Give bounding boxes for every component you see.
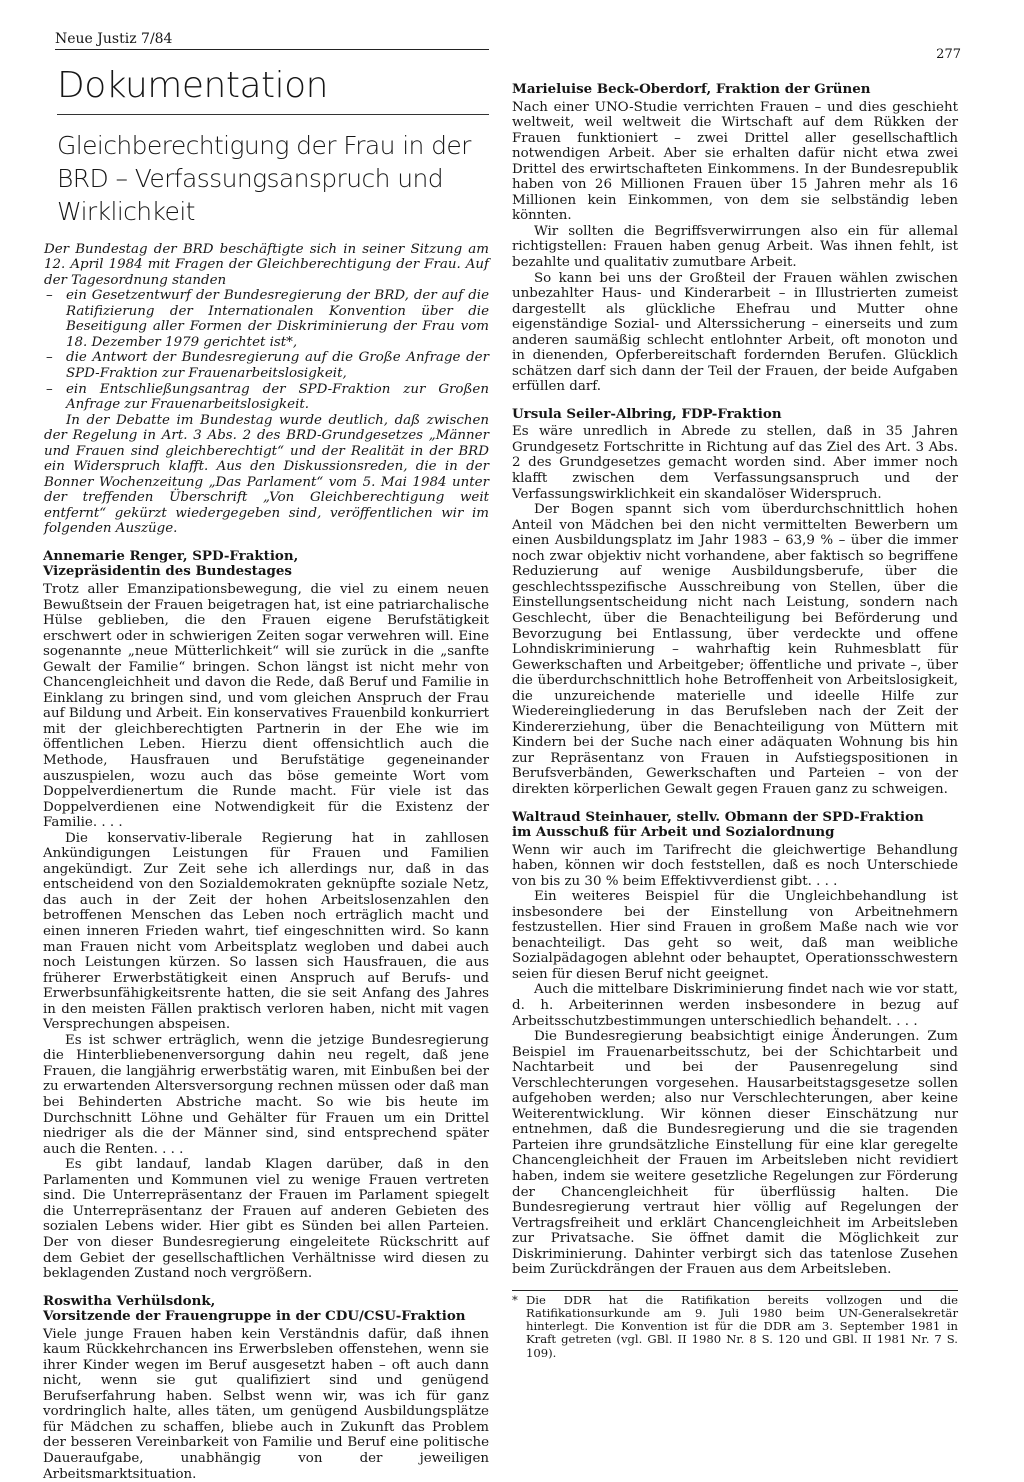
paragraph: Ein weiteres Beispiel für die Ungleichbehandlung ist insbesondere bei der Einstellung von Arbeitnehmern festzustellen. Hier sind Frauen in großem Maße nach wie vor benachteiligt. Das geht so weit, daß man weibliche Sozialpädagogen ablehnt oder behauptet, Operationsschwestern seien für diesen Beruf nicht geeignet. [512, 889, 958, 982]
footnote-text: Die DDR hat die Ratifikation bereits vollzogen und die Ratifikationsurkunde am 9. Juli 1980 beim UN-Generalsekretär hinterlegt. Die Konvention ist für die DDR am 3. September 1981 in Kraft getreten (vgl. GBl. II 1980 Nr. 8 S. 120 und GBl. II 1981 Nr. 7 S. 109). [526, 1292, 958, 1360]
paragraph: Wir sollten die Begriffsverwirrungen also ein für allemal richtigstellen: Frauen haben genug Arbeit. Was ihnen fehlt, ist bezahlte und qualitativ zumutbare Arbeit. [512, 223, 958, 270]
speaker-name: Ursula Seiler-Albring, FDP-Fraktion [512, 405, 782, 422]
speaker-name: Waltraud Steinhauer, stellv. Obmann der SPD-Fraktion [512, 808, 924, 825]
speaker-name: Marieluise Beck-Oberdorf, Fraktion der Grünen [512, 81, 871, 97]
speaker-heading [512, 407, 958, 423]
speaker-name: Roswitha Verhülsdonk, [43, 1292, 216, 1309]
paragraph: Der Bogen spannt sich vom überdurchschnittlich hohen Anteil von Mädchen bei den nicht vermittelten Bewerbern um einen Ausbildungsplatz im Jahr 1983 – 63,9 % – über die immer noch zwar objektiv nicht vorhandene, aber faktisch so begriffene Reduzierung auf wenige Ausbildungsberufe, über die geschlechtsspezifische Ausschreibung von Stellen, über die Einstellungsentscheidung nicht nach Leistung, sondern nach Geschlecht, über die Benachteiligung bei Beförderung und Bevorzugung bei Entlassung, über verdeckte und offene Lohndiskriminierung – wahrhaftig kein Ruhmesblatt für Gewerkschaften und Arbeitgeber; öffentliche und private –, über die überdurchschnittlich hohe Betroffenheit von Arbeitslosigkeit, die unzureichende materielle und ideelle Hilfe zur Wiedereingliederung in das Berufsleben nach der Zeit der Kindererziehung, über die Benachteiligung von Müttern mit Kindern bei der Suche nach einer adäquaten Wohnung bis hin zur Repräsentanz von Frauen in Aufstiegspositionen in Berufsverbänden, Gewerkschaften und Parteien – von der direkten körperlichen Gewalt gegen Frauen ganz zu schweigen. [512, 502, 958, 797]
agenda-item: – ein Entschließungsantrag der SPD-Fraktion zur Großen Anfrage zur Frauenarbeitslosigkeit. [44, 382, 489, 413]
journal-header: Neue Justiz 7/84 [55, 31, 489, 50]
left-column [43, 66, 489, 1482]
paragraph: Nach einer UNO-Studie verrichten Frauen – und dies geschieht weltweit, weil weltweit die Wirtschaft auf dem Rükken der Frauen funktioniert – zwei Drittel aller gesellschaftlich notwendigen Arbeit. Aber sie erhalten dafür nicht etwa zwei Drittel des erwirtschafteten Einkommens. In der Bundesrepublik haben von 26 Millionen Frauen über 15 Jahren mehr als 16 Millionen kein Einkommen, von dem sie selbständig leben könnten. [512, 99, 958, 224]
footnote-mark: * [512, 1292, 518, 1307]
paragraph: Es gibt landauf, landab Klagen darüber, daß in den Parlamenten und Kommunen viel zu wenige Frauen vertreten sind. Die Unterrepräsentanz der Frauen im Parlament spiegelt die Unterrepräsentanz der Frauen auf anderen Gebieten des sozialen Lebens wider. Hier gibt es Sünden bei allen Parteien. Der von dieser Bundesregierung eingeleitete Rückschritt auf dem Gebiet der gesellschaftlichen Verhältnisse wird diesen zu beklagenden Zustand noch vergrößern. [43, 1157, 489, 1282]
paragraph: Trotz aller Emanzipationsbewegung, die viel zu einem neuen Bewußtsein der Frauen beigetragen hat, ist eine patriarchalische Hülse geblieben, die den Frauen eigene Berufstätigkeit erschwert oder in schwierigen Zeiten sogar verwehren will. Eine sogenannte „neue Mütterlichkeit“ will sie zurück in die „sanfte Gewalt der Familie“ bringen. Schon längst ist nicht mehr von Chancengleichheit und davon die Rede, daß Beruf und Familie in Einklang zu bringen sind, und vom gleichen Anspruch der Frau auf Bildung und Arbeit. Ein konservatives Frauenbild konkurriert mit der gleichberechtigten Partnerin in der Ehe wie im öffentlichen Leben. Hierzu dient offensichtlich auch die Methode, Hausfrauen und Berufstätige gegeneinander auszuspielen, wozu auch das böse gemeinte Wort vom Doppelverdienertum die Runde macht. Für viele ist das Doppelverdienen eine Notwendigkeit für die Existenz der Familie. . . . [43, 581, 489, 831]
agenda-item: – die Antwort der Bundesregierung auf die Große Anfrage der SPD-Fraktion zur Frauenarbeitslosigkeit, [44, 350, 489, 381]
paragraph: Viele junge Frauen haben kein Verständnis dafür, daß ihnen kaum Rückkehrchancen ins Erwerbsleben offenstehen, wenn sie ihrer Kinder wegen im Beruf ausgesetzt haben – oft auch dann nicht, wenn sie gut qualifiziert sind und genügend Berufserfahrung haben. Selbst wenn wir, was ich für ganz vordringlich halte, alles täten, um genügend Ausbildungsplätze für Mädchen zu schaffen, bliebe auch in Zukunft das Problem der besseren Vereinbarkeit von Familie und Beruf eine politische Daueraufgabe, unabhängig von der jeweiligen Arbeitsmarktsituation. [43, 1326, 489, 1482]
intro-closing: In der Debatte im Bundestag wurde deutlich, daß zwischen der Regelung in Art. 3 Abs. 2 des BRD-Grundgesetzes „Männer und Frauen sind gleichberechtigt“ und der Realität in der BRD ein Widerspruch klafft. Aus den Diskussionsreden, die in der Bonner Wochenzeitung „Das Parlament“ vom 5. Mai 1984 unter der treffenden Überschrift „Von Gleichberechtigung weit entfernt“ gekürzt wiedergegeben sind, veröffentlichen wir im folgenden Auszüge. [44, 412, 489, 537]
paragraph: Wenn wir auch im Tarifrecht die gleichwertige Behandlung haben, können wir doch feststellen, daß es noch Unterschiede von bis zu 30 % beim Effektivverdienst gibt. . . . [512, 842, 958, 889]
page-number: 277 [936, 47, 961, 62]
speaker-heading [43, 1294, 489, 1325]
right-column [512, 74, 958, 1360]
paragraph: Die Bundesregierung beabsichtigt einige Änderungen. Zum Beispiel im Frauenarbeitsschutz, bei der Schichtarbeit und Nachtarbeit und bei der Pausenregelung sind Verschlechterungen vorgesehen. Hausarbeitstagsgesetze sollen aufgehoben werden; also nur Verschlechterungen, aber keine Weiterentwicklung. Wir können dieser Einschätzung nur entnehmen, daß die Bundesregierung und die sie tragenden Parteien ihre grundsätzliche Einstellung für eine klar geregelte Chancengleichheit der Frauen im Arbeitsleben nicht revidiert haben, indem sie weitere gesetzliche Regelungen zur Förderung der Chancengleichheit für überflüssig halten. Die Bundesregierung vertraut hier völlig auf Regelungen der Vertragsfreiheit und erklärt Chancengleichheit im Arbeitsleben zur Privatsache. Sie öffnet damit die Möglichkeit zur Diskriminierung. Dahinter verbirgt sich das tatenlose Zusehen beim Zurückdrängen der Frauen aus dem Arbeitsleben. [512, 1029, 958, 1278]
speaker-heading [43, 549, 489, 580]
agenda-list [44, 288, 489, 412]
paragraph: Die konservativ-liberale Regierung hat in zahllosen Ankündigungen Leistungen für Frauen und Familien angekündigt. Zur Zeit sehe ich allerdings nur, daß in das entscheidend von den Sozialdemokraten geknüpfte soziale Netz, das auch in der Zeit der hohen Arbeitslosenzahlen den betroffenen Menschen das Leben noch erträglich macht und einen inneren Frieden wahrt, tief eingeschnitten wird. So kann man Frauen nicht vom Arbeitsplatz wegloben und dabei auch noch Leistungen kürzen. So lassen sich Hausfrauen, die aus früherer Erwerbstätigkeit einen Anspruch auf Berufs- und Erwerbsunfähigkeitsrente hatten, die sie seit Anfang des Jahres in den meisten Fällen praktisch verloren haben, nicht mit vagen Versprechungen abspeisen. [43, 830, 489, 1033]
speaker-role: Vizepräsidentin des Bundestages [43, 563, 292, 580]
section-title: Dokumentation [57, 66, 489, 115]
paragraph: Auch die mittelbare Diskriminierung findet nach wie vor statt, d. h. Arbeiterinnen werden insbesondere in bezug auf Arbeitsschutzbestimmungen unterschiedlich behandelt. . . . [512, 982, 958, 1029]
speaker-role: im Ausschuß für Arbeit und Sozialordnung [512, 824, 835, 841]
paragraph: Es wäre unredlich in Abrede zu stellen, daß in 35 Jahren Grundgesetz Fortschritte in Richtung auf das Ziel des Art. 3 Abs. 2 des Grundgesetzes gemacht worden sind. Aber immer noch klafft zwischen dem Verfassungsanspruch und der Verfassungswirklichkeit ein skandalöser Widerspruch. [512, 424, 958, 502]
footnote [512, 1290, 958, 1360]
speaker-name: Annemarie Renger, SPD-Fraktion, [43, 547, 299, 564]
speaker-heading [512, 82, 958, 98]
speaker-role: Vorsitzende der Frauengruppe in der CDU/CSU-Fraktion [43, 1308, 466, 1325]
intro-block [43, 242, 489, 537]
article-title: Gleichberechtigung der Frau in der BRD – Verfassungsanspruch und Wirklichkeit [57, 130, 471, 226]
agenda-item: – ein Gesetzentwurf der Bundesregierung der BRD, der auf die Ratifizierung der Internationalen Konvention über die Beseitigung aller Formen der Diskriminierung der Frau vom 18. Dezember 1979 gerichtet ist*, [44, 288, 489, 350]
paragraph: So kann bei uns der Großteil der Frauen wählen zwischen unbezahlter Haus- und Kinderarbeit – in Illustrierten zumeist dargestellt als glückliche Ehefrau und Mutter ohne eigenständige Sozial- und Alterssicherung – einerseits und zum anderen saumäßig schlecht entlohnter Arbeit, oft monoton und in dienenden, Opferbereitschaft fordernden Berufen. Glücklich schätzen darf sich dann der Teil der Frauen, der beide Aufgaben erfüllen darf. [512, 270, 958, 395]
paragraph: Es ist schwer erträglich, wenn die jetzige Bundesregierung die Hinterbliebenenversorgung dahin neu regelt, daß jene Frauen, die langjährig erwerbstätig waren, mit Einbußen bei der zu erwartenden Altersversorgung rechnen müssen oder daß man bei Behinderten Abstriche macht. So wie bis heute im Durchschnitt Löhne und Gehälter für Frauen um ein Drittel niedriger als die der Männer sind, sind entsprechend später auch die Renten. . . . [43, 1032, 489, 1157]
speaker-heading [512, 810, 958, 841]
intro-lead: Der Bundestag der BRD beschäftigte sich in seiner Sitzung am 12. April 1984 mit Fragen der Gleichberechtigung der Frau. Auf der Tagesordnung standen [44, 241, 489, 288]
